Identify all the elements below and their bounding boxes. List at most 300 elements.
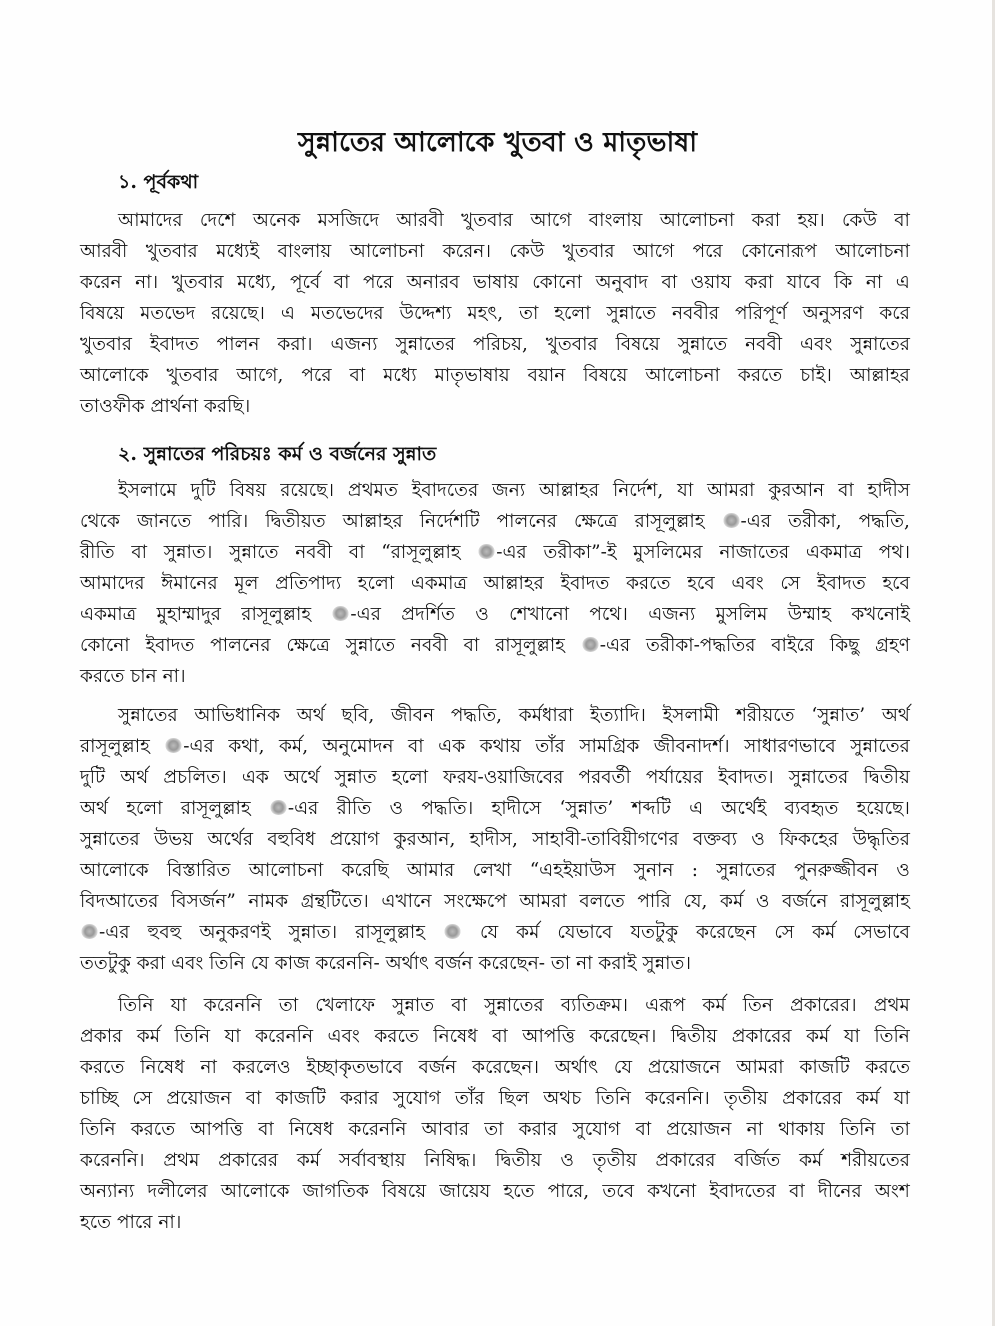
- word: তরীকা,: [788, 511, 842, 532]
- word: জায়েয: [439, 1181, 491, 1202]
- word: পরিচয়,: [473, 334, 528, 355]
- word: করেননি: [203, 995, 262, 1016]
- word: বা: [131, 542, 148, 563]
- word: সুন্নাতে: [229, 542, 279, 563]
- text-line: [80, 568, 910, 599]
- word: হলো: [357, 573, 395, 594]
- word: হতে: [80, 1212, 112, 1233]
- word: তা: [890, 1119, 910, 1140]
- word: তিনি: [209, 953, 245, 974]
- word: করা।: [277, 334, 313, 355]
- word: পারি: [637, 891, 671, 912]
- salawat-calligraphy-icon: [332, 606, 349, 621]
- word: কোনোরূপ: [741, 241, 817, 262]
- text-line: [80, 1114, 910, 1145]
- word: হলো: [554, 303, 591, 324]
- word: শেখানো: [509, 604, 569, 625]
- word: করে: [879, 303, 910, 324]
- word: দ্বিতীয়ত: [265, 511, 326, 532]
- word: রয়েছে।: [211, 303, 265, 324]
- word: সামগ্রিক: [579, 736, 640, 757]
- word: দ্বিতীয়: [670, 1026, 718, 1047]
- word: দলীলের: [147, 1181, 208, 1202]
- word: সে: [774, 922, 795, 943]
- word: ইবাদত।: [718, 767, 774, 788]
- word: এ: [689, 798, 704, 819]
- word: আল্লাহর: [483, 573, 544, 594]
- word: -এর: [722, 506, 772, 537]
- word: কাজটি: [799, 1057, 850, 1078]
- word: “এহইয়াউস: [529, 860, 616, 881]
- word: উভয়: [153, 829, 194, 850]
- word: আলোকে: [80, 860, 149, 881]
- text-line: [80, 205, 910, 236]
- word: করেন।: [442, 241, 491, 262]
- word: উদ্ধৃতির: [852, 829, 910, 850]
- word: একমাত্র: [80, 604, 137, 625]
- text-line: [80, 329, 910, 360]
- word: আলোচনা: [659, 210, 735, 231]
- word: বা: [838, 480, 854, 501]
- word: খুতবার: [171, 272, 224, 293]
- word: একমাত্র: [805, 542, 863, 563]
- word: কেউ: [842, 210, 877, 231]
- text-line: [80, 990, 910, 1021]
- word: ইবাদতের: [411, 480, 479, 501]
- word: নববী: [745, 334, 783, 355]
- word: হলো: [126, 798, 163, 819]
- word: পারি।: [208, 511, 249, 532]
- text-line: [80, 917, 910, 948]
- word: ইবাদতের: [709, 1181, 776, 1202]
- word: করার: [518, 1119, 558, 1140]
- word: সুন্নাতের: [80, 829, 140, 850]
- page-title: সুন্নাতের আলোকে খুতবা ও মাতৃভাষা: [297, 127, 698, 158]
- word: অনুকরণই: [199, 922, 271, 943]
- text-line: [80, 731, 910, 762]
- word: কর্ম: [296, 1150, 321, 1171]
- word: আমাদের: [80, 573, 145, 594]
- word: তিন: [742, 995, 773, 1016]
- word: হাদীস,: [469, 829, 518, 850]
- word: ক্ষেত্রে: [286, 635, 330, 656]
- word: কিছু: [829, 635, 860, 656]
- word: করতে: [80, 666, 125, 687]
- word: আপত্তি: [190, 1119, 243, 1140]
- word: কখনো: [647, 1181, 697, 1202]
- word: পদ্ধতি।: [421, 798, 474, 819]
- word: দ্বিতীয়: [495, 1150, 542, 1171]
- word: বিষয়ে: [615, 334, 660, 355]
- word: বাইরে: [771, 635, 815, 656]
- word: সুন্নাত।: [642, 953, 692, 974]
- word: তিনি: [595, 1088, 631, 1109]
- word: আলোকে: [80, 365, 149, 386]
- word: বা: [463, 635, 480, 656]
- word: তাওফীক: [80, 396, 145, 417]
- word: পারে,: [547, 1181, 590, 1202]
- word: কর্ম: [856, 1088, 880, 1109]
- word: ও: [896, 860, 910, 881]
- word: দুটি: [190, 480, 216, 501]
- word: হবে: [882, 573, 910, 594]
- word: অনুসরণ: [802, 303, 864, 324]
- word: বর্জন: [418, 1057, 457, 1078]
- word: মধ্যেই: [216, 241, 260, 262]
- word: আমার: [406, 860, 455, 881]
- word: পথে।: [589, 604, 628, 625]
- word: -এর: [80, 917, 130, 948]
- word: ‘সুন্নাত’: [559, 798, 614, 819]
- word: আরবী: [396, 210, 444, 231]
- word: করছি।: [203, 396, 251, 417]
- word: প্রয়োজন: [166, 1088, 232, 1109]
- word: যা: [677, 480, 694, 501]
- word: সুন্নাতে: [606, 303, 656, 324]
- word: সুন্নাতে: [677, 334, 728, 355]
- word: মুহাম্মাদুর: [156, 604, 221, 625]
- word: মসজিদে: [317, 210, 380, 231]
- word: বা: [894, 210, 910, 231]
- word: করতে: [80, 1057, 125, 1078]
- word: অন্যান্য: [80, 1181, 135, 1202]
- word: ইচ্ছাকৃতভাবে: [306, 1057, 403, 1078]
- word: অর্থের: [207, 829, 254, 850]
- word: পরে: [692, 241, 723, 262]
- text-line: [80, 1052, 910, 1083]
- word: তবে: [602, 1181, 634, 1202]
- word: এবং: [171, 953, 204, 974]
- word: চাই।: [800, 365, 832, 386]
- word: সুন্নাতে: [345, 635, 396, 656]
- word: অর্থেই: [721, 798, 767, 819]
- word: কুরআন: [768, 480, 825, 501]
- text-line: [80, 391, 910, 422]
- word: ঈমানের: [161, 573, 218, 594]
- word: বলতে: [579, 891, 625, 912]
- word: যে: [613, 1057, 633, 1078]
- word: বা: [661, 272, 678, 293]
- word: বিদআতের: [80, 891, 159, 912]
- word: করার: [340, 1088, 379, 1109]
- word: থেকে: [80, 511, 120, 532]
- word: যতটুকু: [630, 922, 679, 943]
- word: হয়।: [797, 210, 825, 231]
- word: প্রতিপাদ্য: [275, 573, 342, 594]
- word: অর্থ: [80, 798, 109, 819]
- word: এ: [895, 272, 910, 293]
- text-line: [80, 475, 910, 506]
- word: মূল: [234, 573, 259, 594]
- word: রাসূলুল্লাহ: [355, 922, 425, 943]
- word: ও: [560, 1150, 574, 1171]
- word: -এর: [331, 599, 381, 630]
- word: এখানে: [381, 891, 432, 912]
- word: এ: [280, 303, 295, 324]
- word: যাবে: [786, 272, 821, 293]
- word: করতে: [737, 365, 783, 386]
- word: খুতবার: [562, 241, 615, 262]
- word: না: [576, 953, 593, 974]
- word: বিষয়ে: [382, 1181, 427, 1202]
- word: বিসর্জন”: [171, 891, 236, 912]
- word: রীতি: [80, 542, 115, 563]
- word: একমাত্র: [410, 573, 468, 594]
- word: আভিধানিক: [194, 705, 281, 726]
- word: বা: [635, 1119, 652, 1140]
- word: বয়ান: [527, 365, 566, 386]
- word: রাসূলুল্লাহ: [180, 798, 251, 819]
- word: তৃতীয়: [592, 1150, 637, 1171]
- word: পারে: [116, 1212, 153, 1233]
- word: পূর্বে: [289, 272, 321, 293]
- word: তিনি: [874, 1026, 910, 1047]
- word: নিষেধ: [140, 1057, 185, 1078]
- salawat-calligraphy-icon: [81, 924, 98, 939]
- word: ক্ষেত্রে: [574, 511, 618, 532]
- word: মতভেদের: [310, 303, 384, 324]
- word: ও: [751, 829, 765, 850]
- word: কোনো: [80, 635, 130, 656]
- word: ছিল: [498, 1088, 529, 1109]
- word: কি: [834, 272, 853, 293]
- word: প্রয়োজনে: [647, 1057, 721, 1078]
- word: এরূপ: [645, 995, 686, 1016]
- word: জীবন: [390, 705, 435, 726]
- salawat-calligraphy-icon: [478, 544, 495, 559]
- word: যা: [843, 1026, 860, 1047]
- word: ইবাদত: [560, 573, 610, 594]
- word: লেখা: [472, 860, 512, 881]
- word: বা: [492, 1026, 508, 1047]
- word: পরবর্তী: [578, 767, 631, 788]
- word: কর্ম: [812, 922, 836, 943]
- word: খুতবার: [80, 334, 132, 355]
- word: সুযোগ: [392, 1088, 441, 1109]
- word: করেননি।: [80, 1150, 145, 1171]
- word: প্রদর্শিত: [401, 604, 455, 625]
- word: তিনি: [80, 1119, 116, 1140]
- word: পথ।: [878, 542, 910, 563]
- word: সে: [132, 1088, 153, 1109]
- word: প্রথম: [163, 1150, 200, 1171]
- word: প্রকারের।: [790, 995, 857, 1016]
- word: বিস্তারিত: [166, 860, 231, 881]
- word: নববীর: [671, 303, 720, 324]
- word: করতে: [374, 1026, 419, 1047]
- word: এক: [241, 767, 269, 788]
- word: নির্দেশ,: [612, 480, 664, 501]
- word: এজন্য: [330, 334, 378, 355]
- word: করা: [751, 210, 781, 231]
- word: সুন্নাতের: [850, 736, 910, 757]
- word: কর্ম: [136, 1026, 161, 1047]
- word: -এর: [164, 731, 214, 762]
- word: তা: [278, 995, 299, 1016]
- word: আগে: [530, 210, 572, 231]
- word: পরে: [363, 272, 394, 293]
- word: এবং: [327, 1026, 360, 1047]
- word: কাজ: [274, 953, 310, 974]
- word: আগে,: [236, 365, 284, 386]
- word: করেছেন।: [589, 1026, 657, 1047]
- word: নববী: [295, 542, 333, 563]
- word: ইত্যাদি।: [590, 705, 646, 726]
- word: প্রকার: [80, 1026, 123, 1047]
- word: শব্দটি: [631, 798, 671, 819]
- text-line: [80, 506, 910, 537]
- word: আমরা: [707, 480, 755, 501]
- word: বা: [451, 995, 467, 1016]
- word: যেভাবে: [557, 922, 613, 943]
- word: আপত্তি: [522, 1026, 575, 1047]
- word: যে: [250, 953, 269, 974]
- word: তাঁর: [535, 736, 565, 757]
- word: নামক: [248, 891, 289, 912]
- word: প্রচলিত।: [163, 767, 227, 788]
- text-line: [80, 793, 910, 824]
- word: প্রকারের: [782, 1088, 843, 1109]
- word: হলো: [391, 767, 429, 788]
- word: ছবি,: [341, 705, 375, 726]
- word: খেলাফে: [315, 995, 375, 1016]
- word: পর্যায়ের: [645, 767, 703, 788]
- word: হাদীসে: [491, 798, 542, 819]
- word: বহুবিধ: [267, 829, 316, 850]
- text-line: [80, 1021, 910, 1052]
- text-line: [80, 236, 910, 267]
- word: অনুমোদন: [322, 736, 394, 757]
- word: পদ্ধতি,: [450, 705, 503, 726]
- word: যা: [893, 1088, 910, 1109]
- word: পরিপূর্ণ: [735, 303, 787, 324]
- paragraph: [80, 990, 910, 1238]
- word: সুন্নাত।: [288, 922, 338, 943]
- text-line: [80, 855, 910, 886]
- word: পুনরুজ্জীবন: [794, 860, 878, 881]
- word: নির্দেশটি: [419, 511, 480, 532]
- word: বা: [349, 365, 366, 386]
- word: আলোকে: [220, 1181, 290, 1202]
- word: চান: [130, 666, 157, 687]
- word: সে: [780, 573, 801, 594]
- word: সাধারণভাবে: [744, 736, 836, 757]
- word: হুবহু: [147, 922, 182, 943]
- word: করেন: [80, 272, 122, 293]
- word: যা: [170, 995, 187, 1016]
- word: যে: [479, 922, 499, 943]
- word: খুতবার: [545, 334, 598, 355]
- word: করেননি: [255, 1026, 313, 1047]
- word: “রাসূলুল্লাহ: [381, 542, 461, 563]
- word: ইবাদত: [816, 573, 866, 594]
- word: প্রথমত: [347, 480, 398, 501]
- word: কর্ম: [806, 1026, 830, 1047]
- word: না: [865, 272, 883, 293]
- text-line: [80, 1145, 910, 1176]
- text-line: [80, 537, 910, 568]
- text-line: [80, 599, 910, 630]
- word: আলোচনা: [835, 241, 910, 262]
- word: অর্থ: [296, 705, 325, 726]
- word: জাগতিক: [302, 1181, 369, 1202]
- word: মধ্যে: [383, 365, 417, 386]
- word: আগে: [632, 241, 675, 262]
- word: পালনের: [210, 635, 271, 656]
- word: কর্ম,: [278, 736, 309, 757]
- word: করেছেন-: [478, 953, 546, 974]
- text-line: [80, 1207, 910, 1238]
- word: কাজটি: [275, 1088, 326, 1109]
- word: বর্জনে: [782, 891, 828, 912]
- word: ওয়ায: [690, 272, 732, 293]
- word: সুনান: [633, 860, 674, 881]
- word: ব্যবহৃত: [784, 798, 839, 819]
- word: যা: [224, 1026, 241, 1047]
- word: ‘সুন্নাত’: [811, 705, 866, 726]
- word: করেছি: [341, 860, 389, 881]
- word: খুতবার: [461, 210, 513, 231]
- word: করতে: [626, 573, 671, 594]
- word: নিষিদ্ধ।: [424, 1150, 477, 1171]
- word: অথচ: [543, 1088, 582, 1109]
- text-line: [80, 1083, 910, 1114]
- word: মধ্যে,: [237, 272, 277, 293]
- text-line: [80, 886, 910, 917]
- word: দ্বিতীয়: [863, 767, 910, 788]
- word: গ্রহণ: [875, 635, 910, 656]
- word: পালনের: [496, 511, 557, 532]
- word: বর্জিত: [734, 1150, 781, 1171]
- salawat-calligraphy-icon: [582, 637, 599, 652]
- word: আমরা: [736, 1057, 784, 1078]
- word: ব্যতিক্রম।: [560, 995, 629, 1016]
- word: কর্ম: [799, 1150, 823, 1171]
- word: সুন্নাতের: [118, 705, 178, 726]
- word: অনুবাদ: [595, 272, 648, 293]
- word: জন্য: [492, 480, 526, 501]
- word: প্রয়োজন: [666, 1119, 732, 1140]
- word: ইসলামী: [662, 705, 720, 726]
- word: করেননি: [348, 1119, 407, 1140]
- word: বা: [789, 1181, 805, 1202]
- word: অর্থ: [881, 705, 910, 726]
- text-line: [80, 1176, 910, 1207]
- word: কর্ম: [720, 891, 744, 912]
- word: করেছেন।: [472, 1057, 540, 1078]
- word: সেভাবে: [853, 922, 910, 943]
- word: বাংলায়: [277, 241, 332, 262]
- word: রাসূলুল্লাহ: [634, 511, 705, 532]
- word: অনেক: [252, 210, 301, 231]
- word: বর্জন: [434, 953, 473, 974]
- text-line: [80, 824, 910, 855]
- word: সুন্নাত: [392, 995, 435, 1016]
- text-line: [80, 700, 910, 731]
- word: প্রার্থনা: [150, 396, 199, 417]
- word: নিষেধ: [433, 1026, 478, 1047]
- word: আল্লাহর: [342, 511, 403, 532]
- word: মাতৃভাষায়: [434, 365, 510, 386]
- word: এজন্য: [648, 604, 696, 625]
- word: অংশ: [874, 1181, 910, 1202]
- word: করেননি-: [315, 953, 380, 974]
- word: প্রথম: [873, 995, 910, 1016]
- word: হয়েছে।: [856, 798, 910, 819]
- text-line: [80, 948, 910, 979]
- word: বা: [348, 542, 365, 563]
- word: তরীকা”-ই: [543, 542, 617, 563]
